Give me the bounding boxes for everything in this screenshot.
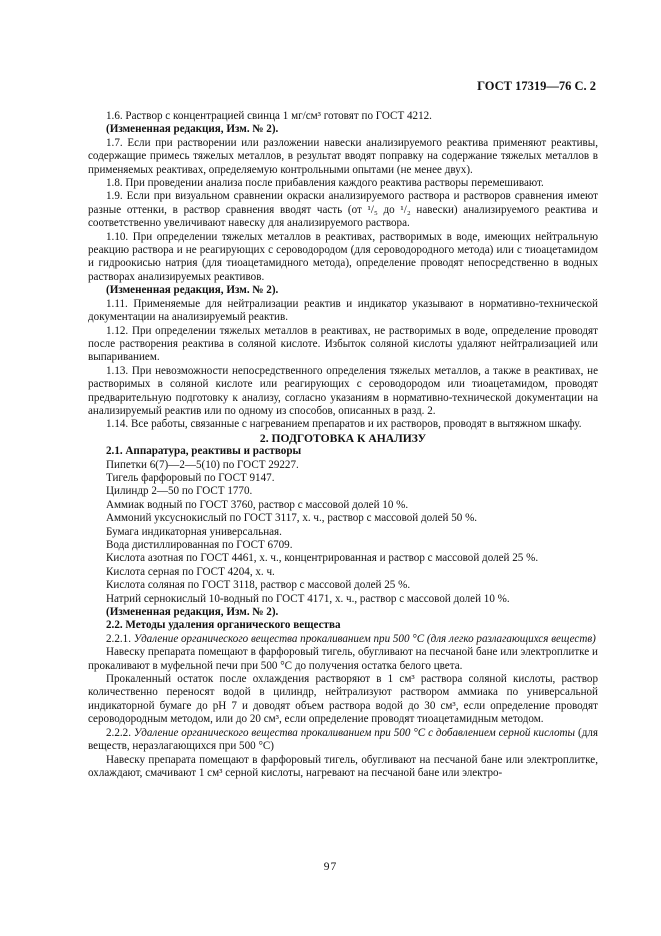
- amendment-note: (Измененная редакция, Изм. № 2).: [106, 284, 279, 297]
- paragraph-1-6: 1.6. Раствор с концентрацией свинца 1 мг/см³ готовят по ГОСТ 4212.: [106, 110, 432, 122]
- clause-title: Удаление органического вещества прокаливанием при 500 °С с добавлением серной кислоты: [133, 726, 576, 739]
- paragraph-2-2-2-a: Навеску препарата помещают в фарфоровый тигель, обугливают на песчаной бане или электроплитке, охлаждают, смачивают 1 см³ серной кислоты, нагревают на песчаной бане или электро-: [88, 753, 598, 779]
- list-item: Цилиндр 2—50 по ГОСТ 1770.: [106, 485, 253, 498]
- list-item: Кислота азотная по ГОСТ 4461, х. ч., концентрированная и раствор с массовой долей 25 %.: [106, 552, 539, 565]
- paragraph-1-13: 1.13. При невозможности непосредственного определения тяжелых металлов, а также в реактивах, не растворимых в соляной кислоте или реагирующих с сероводородом или тиоацетамидом, проводят предварительную подготовку к анализу, согласно указаниям в нормативно-технической документации на анализируемый реактив или по одному из способов, описанных в разд. 2.: [88, 364, 598, 417]
- list-item: Тигель фарфоровый по ГОСТ 9147.: [106, 471, 275, 484]
- paragraph-2-2-1-heading: [88, 633, 598, 646]
- document-body: [88, 110, 598, 780]
- clause-number: 2.2.2.: [106, 726, 131, 739]
- page-header: ГОСТ 17319—76 С. 2: [477, 79, 596, 93]
- paragraph-1-7: 1.7. Если при растворении или разложении навески анализируемого реактива применяют реактивы, содержащие примесь тяжелых металлов, в результат вводят поправку на содержание тяжелых металлов в применяемых реактивах, определяемую контрольными опытами (не менее двух).: [88, 136, 598, 176]
- paragraph-1-11: 1.11. Применяемые для нейтрализации реактив и индикатор указывают в нормативно-технической документации на анализируемый реактив.: [88, 297, 598, 324]
- subsection-2-2-title: 2.2. Методы удаления органического вещества: [106, 619, 341, 632]
- list-item: Аммиак водный по ГОСТ 3760, раствор с массовой долей 10 %.: [106, 498, 409, 511]
- clause-number: 2.2.1.: [106, 632, 131, 645]
- paragraph-1-14: 1.14. Все работы, связанные с нагреванием препаратов и их растворов, проводят в вытяжном шкафу.: [106, 418, 582, 431]
- paragraph-1-9: 1.9. Если при визуальном сравнении окраски анализируемого раствора и растворов сравнения имеют разные оттенки, в раствор сравнения вводят часть (от ¹/₅ до ¹/₂ навески) анализируемого реактива и соответственно увеличивают навеску для анализируемого раствора.: [88, 190, 598, 230]
- list-item: Аммоний уксуснокислый по ГОСТ 3117, х. ч., раствор с массовой долей 50 %.: [106, 512, 478, 525]
- clause-title: Удаление органического вещества прокаливанием при 500 °С (для легко разлагающихся веществ): [133, 632, 596, 645]
- paragraph-1-8: 1.8. При проведении анализа после прибавления каждого реактива растворы перемешивают.: [106, 177, 544, 190]
- page-number: 97: [323, 861, 338, 873]
- section-title: 2. ПОДГОТОВКА К АНАЛИЗУ: [259, 431, 427, 445]
- paragraph-1-10: 1.10. При определении тяжелых металлов в реактивах, растворимых в воде, имеющих нейтральную реакцию раствора и не реагирующих с сероводородом (для сероводородного метода) или с тиоацетамидом и гидроокисью натрия (для тиоацетамидного метода), определение проводят непосредственно в водных растворах анализируемых реактивов.: [88, 230, 598, 283]
- clause-title-tail: (для веществ, неразлагающихся при 500 °С): [88, 726, 598, 753]
- amendment-note: (Измененная редакция, Изм. № 2).: [106, 606, 279, 619]
- paragraph-2-2-2-heading: [88, 727, 598, 754]
- paragraph-2-2-1-a: Навеску препарата помещают в фарфоровый тигель, обугливают на песчаной бане или электроплитке и прокаливают в муфельной печи при 500 °С до получения остатка белого цвета.: [88, 646, 598, 672]
- list-item: Бумага индикаторная универсальная.: [106, 525, 282, 538]
- list-item: Кислота серная по ГОСТ 4204, х. ч.: [106, 565, 275, 578]
- list-item: Натрий сернокислый 10-водный по ГОСТ 4171, х. ч., раствор с массовой долей 10 %.: [106, 592, 510, 605]
- paragraph-1-12: 1.12. При определении тяжелых металлов в реактивах, не растворимых в воде, определение проводят после растворения реактива в соляной кислоте. Избыток соляной кислоты удаляют нейтрализацией или выпариванием.: [88, 324, 598, 364]
- paragraph-2-2-1-b: Прокаленный остаток после охлаждения растворяют в 1 см³ раствора соляной кислоты, раствор количественно переносят водой в цилиндр, нейтрализуют раствором аммиака по универсальной индикаторной бумаге до pH 7 и доводят объем раствора водой до 30 см³, если определение проводят сероводородным методом, или до 20 см³, если определение проводят тиоацетамидным методом.: [88, 673, 598, 726]
- list-item: Вода дистиллированная по ГОСТ 6709.: [106, 539, 293, 551]
- amendment-note: (Измененная редакция, Изм. № 2).: [106, 123, 279, 136]
- subsection-2-1-title: 2.1. Аппаратура, реактивы и растворы: [106, 445, 302, 458]
- list-item: Пипетки 6(7)—2—5(10) по ГОСТ 29227.: [106, 458, 299, 471]
- list-item: Кислота соляная по ГОСТ 3118, раствор с массовой долей 25 %.: [106, 579, 411, 592]
